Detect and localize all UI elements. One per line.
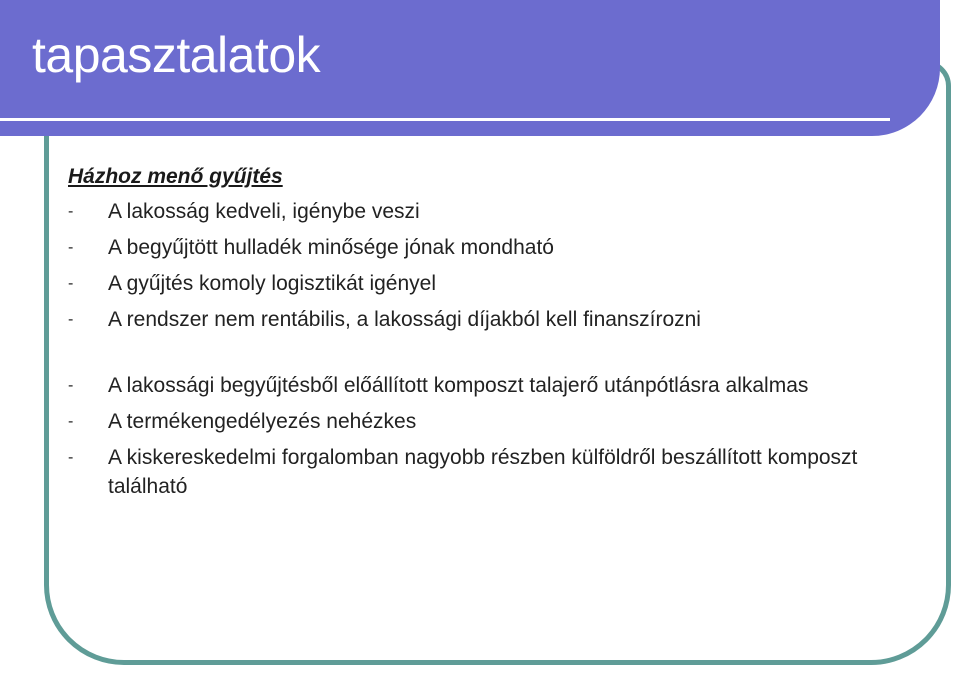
section-subheading: Házhoz menő gyűjtés — [68, 165, 283, 188]
list-item-text: A gyűjtés komoly logisztikát igényel — [108, 272, 436, 295]
slide-content — [68, 163, 918, 508]
list-item — [68, 305, 918, 334]
list-item-text: A kiskereskedelmi forgalomban nagyobb részben külföldről beszállított komposzt található — [108, 446, 858, 498]
list-item — [68, 407, 918, 436]
bullet-dash: - — [68, 449, 74, 466]
bullet-list — [68, 197, 918, 501]
list-item — [68, 269, 918, 298]
list-item-text: A rendszer nem rentábilis, a lakossági díjakból kell finanszírozni — [108, 308, 701, 331]
list-item-text: A termékengedélyezés nehézkes — [108, 410, 417, 433]
slide-title: tapasztalatok — [32, 27, 321, 83]
bullet-dash: - — [68, 413, 74, 430]
bullet-dash: - — [68, 377, 74, 394]
bullet-dash: - — [68, 203, 74, 220]
list-item-text: A lakosság kedveli, igénybe veszi — [108, 200, 420, 223]
list-item — [68, 443, 918, 501]
list-item-text: A lakossági begyűjtésből előállított komposzt talajerő utánpótlásra alkalmas — [108, 374, 809, 397]
list-item — [68, 233, 918, 262]
list-item-text: A begyűjtött hulladék minősége jónak mondható — [108, 236, 554, 259]
bullet-dash: - — [68, 239, 74, 256]
list-item — [68, 197, 918, 226]
bullet-dash: - — [68, 311, 74, 328]
bullet-dash: - — [68, 275, 74, 292]
list-item — [68, 371, 918, 400]
title-band — [0, 0, 940, 136]
title-divider — [0, 118, 890, 121]
